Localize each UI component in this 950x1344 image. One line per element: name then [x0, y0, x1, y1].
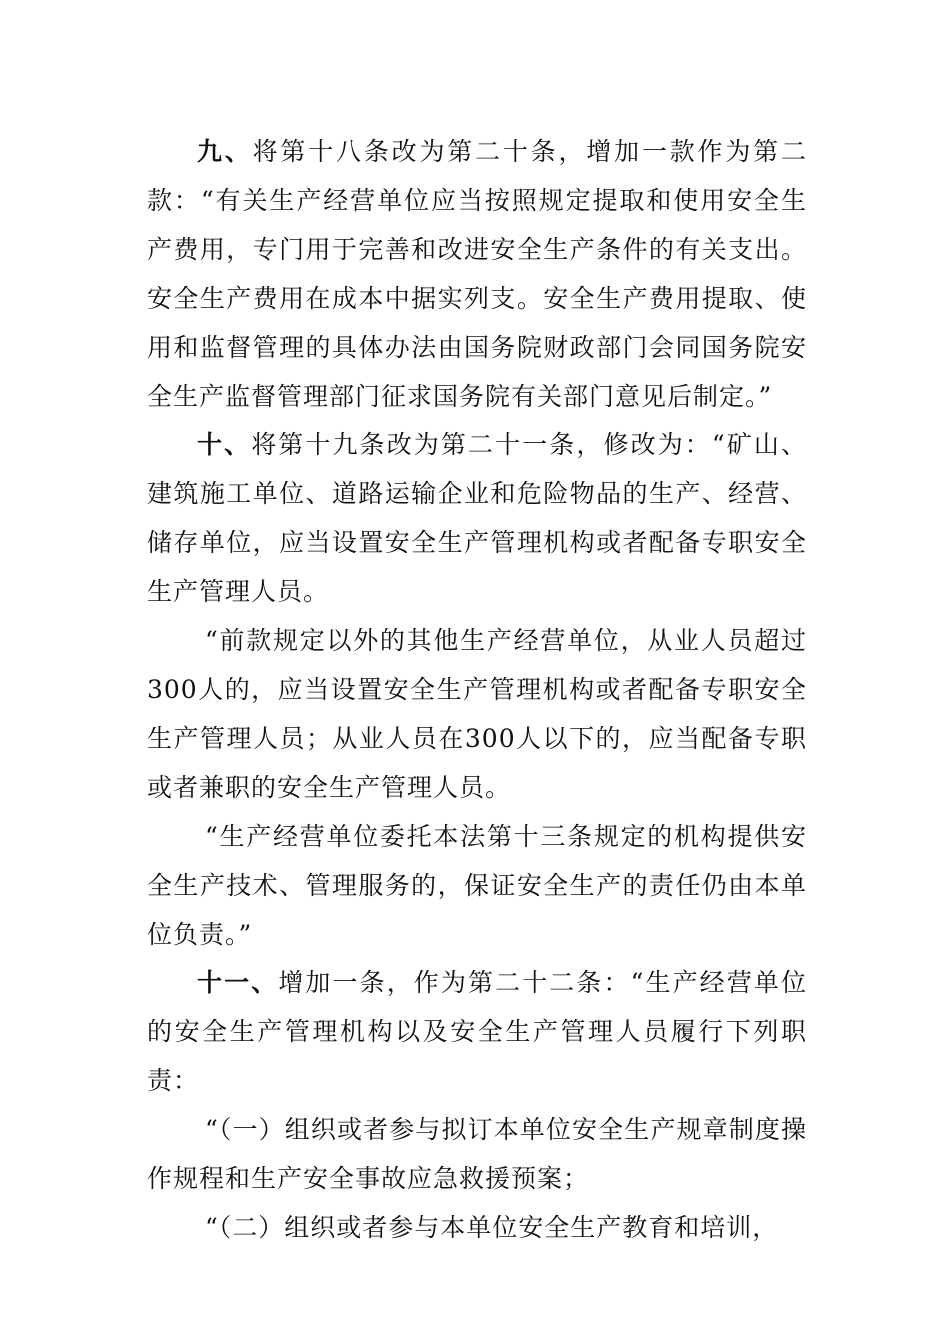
paragraph-text: “前款规定以外的其他生产经营单位，从业人员超过300人的，应当设置安全生产管理机构或者配备专职安全生产管理人员；从业人员在300人以下的，应当配备专职或者兼职的安全生产管理人员。	[147, 626, 807, 802]
paragraph-article-10	[147, 421, 807, 617]
paragraph-article-9	[147, 128, 807, 421]
document-body	[147, 128, 807, 1253]
paragraph-lead: 十一、	[197, 968, 279, 998]
paragraph-article-10-clause-3	[147, 813, 807, 960]
paragraph-text: 将第十八条改为第二十条，增加一款作为第二款：“有关生产经营单位应当按照规定提取和使用安全生产费用，专门用于完善和改进安全生产条件的有关支出。安全生产费用在成本中据实列支。安全生产费用提取、使用和监督管理的具体办法由国务院财政部门会同国务院安全生产监督管理部门征求国务院有关部门意见后制定。”	[147, 137, 807, 411]
paragraph-text: “生产经营单位委托本法第十三条规定的机构提供安全生产技术、管理服务的，保证安全生产的责任仍由本单位负责。”	[147, 821, 807, 949]
paragraph-text: 将第十九条改为第二十一条，修改为：“矿山、建筑施工单位、道路运输企业和危险物品的生产、经营、储存单位，应当设置安全生产管理机构或者配备专职安全生产管理人员。	[147, 430, 807, 607]
paragraph-article-11-item-2	[147, 1204, 807, 1253]
paragraph-article-11-item-1	[147, 1106, 807, 1204]
paragraph-text: 增加一条，作为第二十二条：“生产经营单位的安全生产管理机构以及安全生产管理人员履行下列职责：	[147, 968, 807, 1096]
paragraph-text: “（二）组织或者参与本单位安全生产教育和培训，	[205, 1212, 779, 1242]
paragraph-article-11	[147, 959, 807, 1106]
paragraph-text: “（一）组织或者参与拟订本单位安全生产规章制度操作规程和生产安全事故应急救援预案；	[147, 1115, 807, 1194]
paragraph-lead: 十、	[197, 430, 252, 460]
paragraph-article-10-clause-2	[147, 617, 807, 813]
paragraph-lead: 九、	[197, 137, 253, 166]
